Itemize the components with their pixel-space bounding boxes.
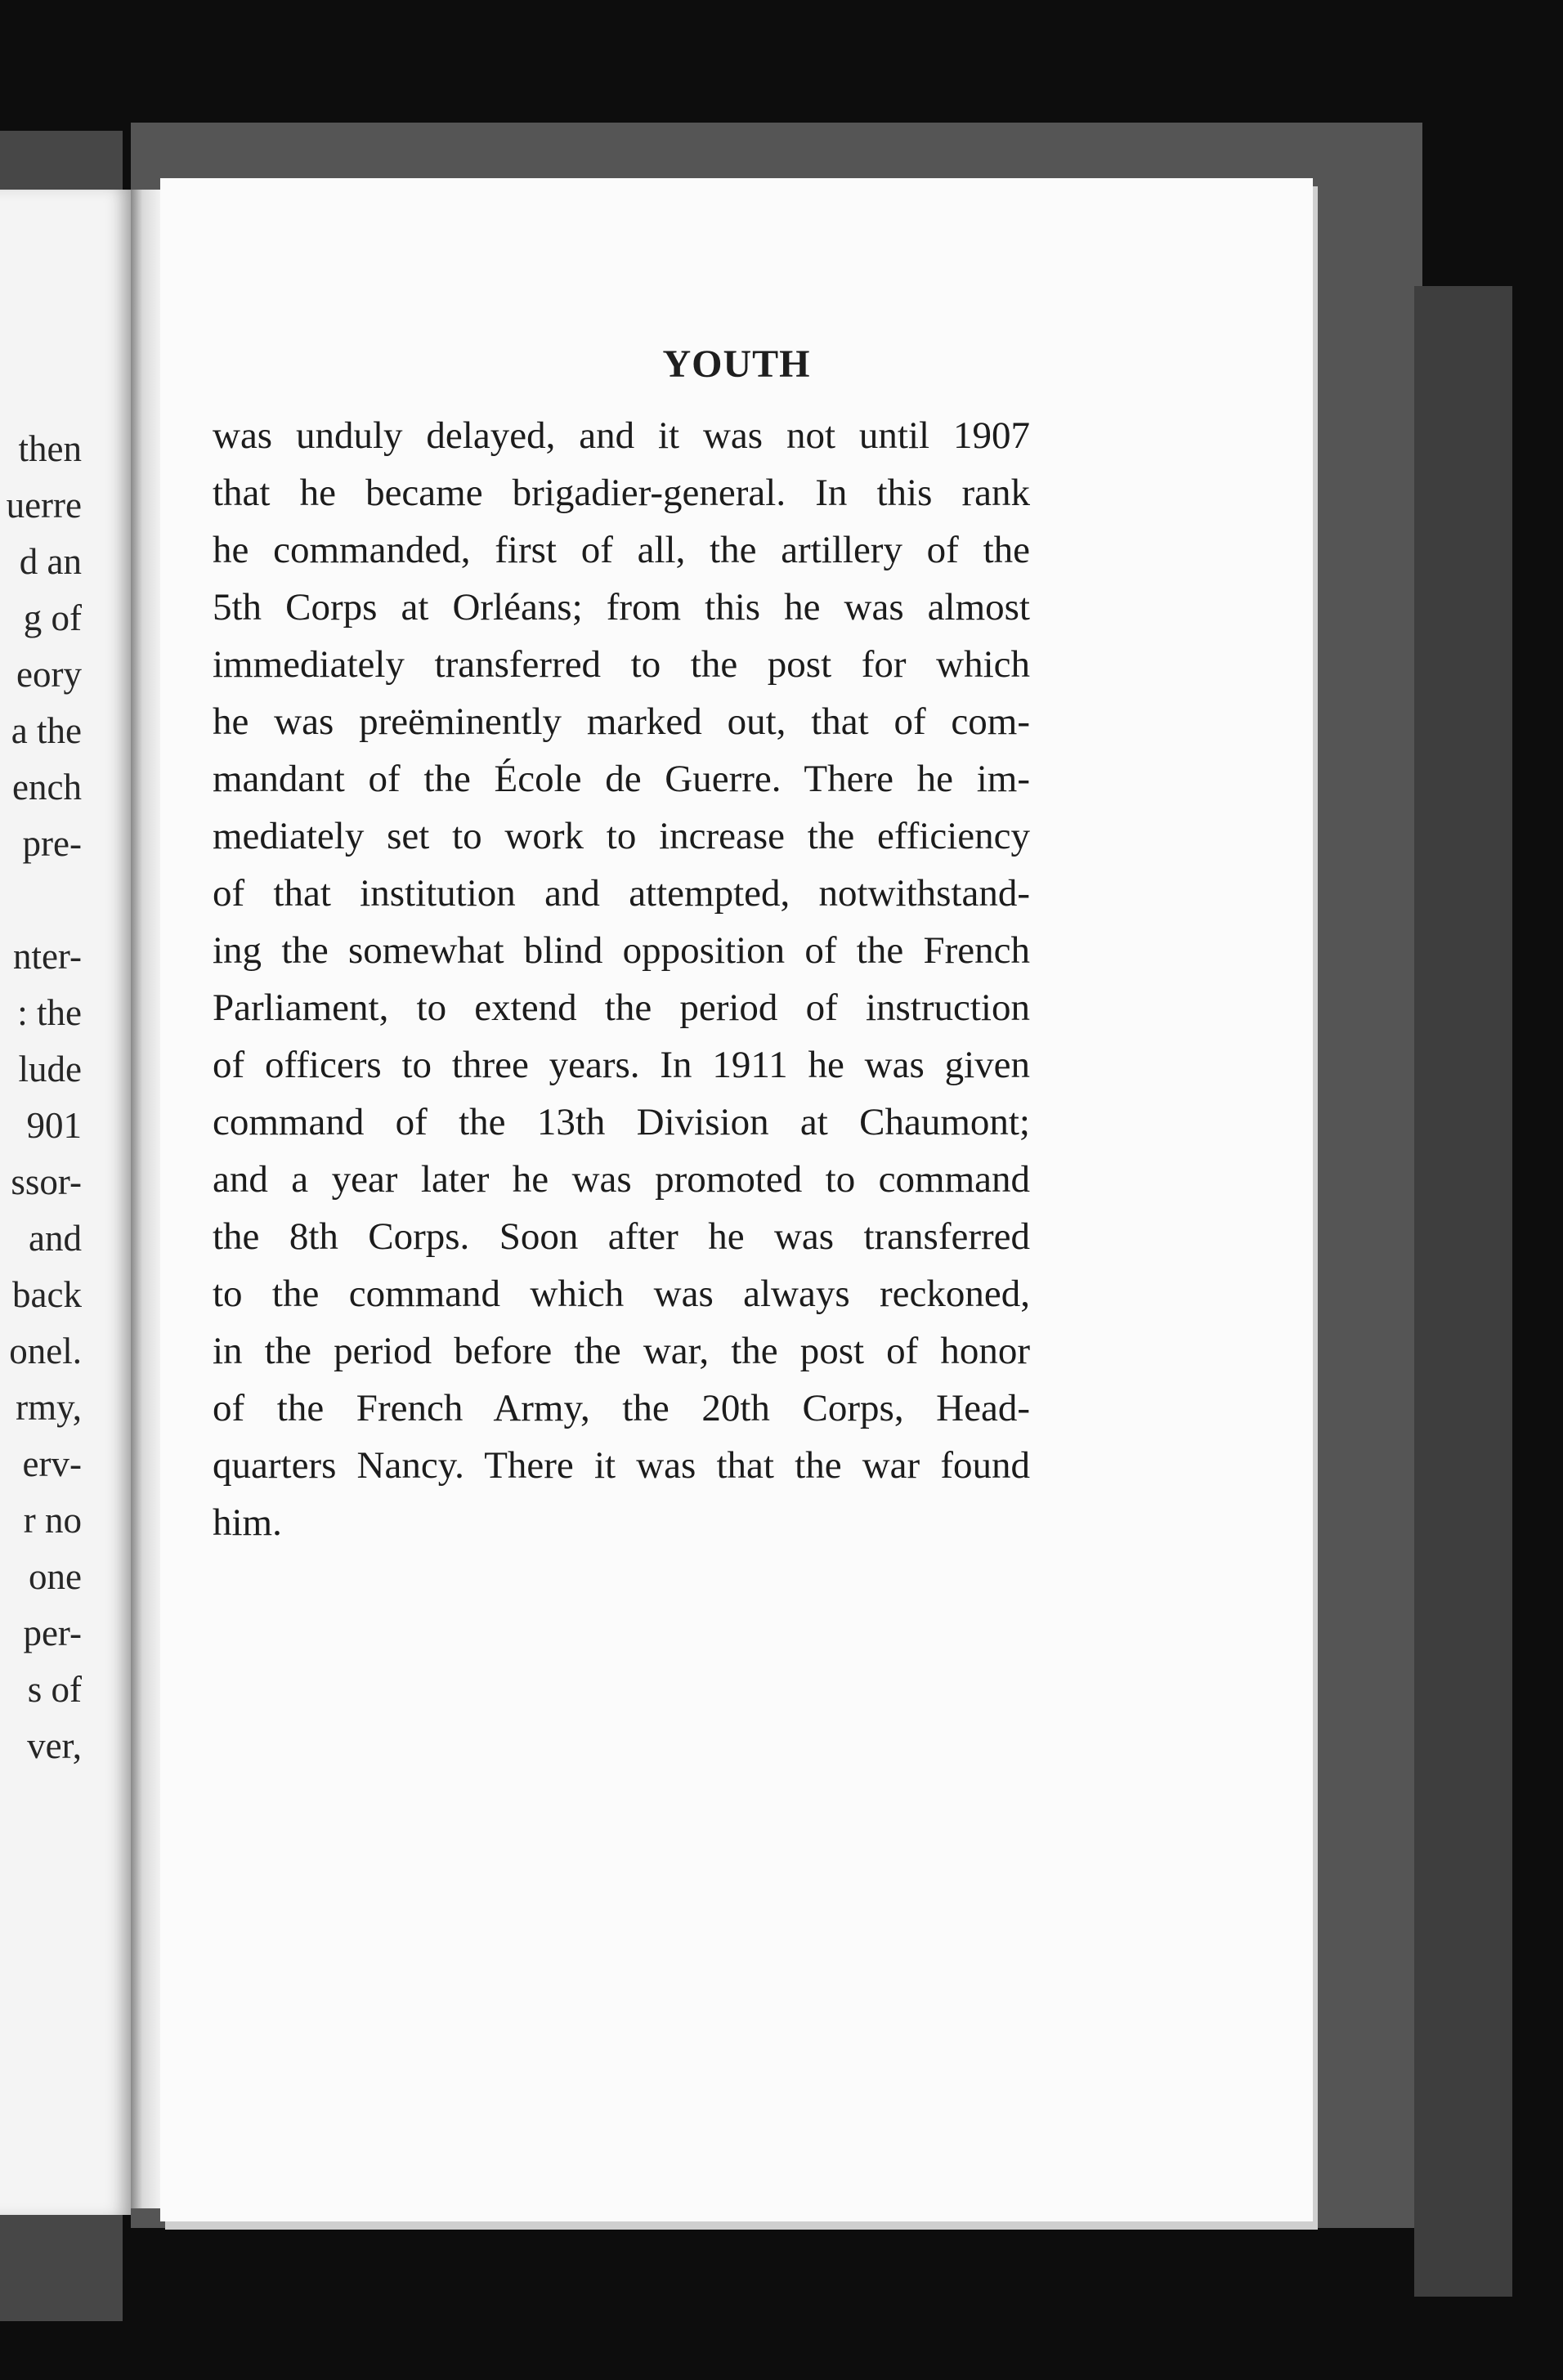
left-page-line: erv- [22,1443,82,1484]
text-line: mandant of the École de Guerre. There he im- [213,758,1030,800]
text-line: was unduly delayed, and it was not until 1907 [213,414,1030,457]
text-line: he commanded, first of all, the artillery of the [213,529,1030,571]
text-line: he was preëminently marked out, that of com- [213,700,1030,743]
text-line: to the command which was always reckoned, [213,1273,1030,1315]
text-line: quarters Nancy. There it was that the war found [213,1444,1030,1487]
left-page-line: : the [17,992,82,1033]
left-page-line: d an [19,541,82,582]
text-line: and a year later he was promoted to command [213,1158,1030,1201]
left-page-line: lude [18,1049,82,1089]
left-page-line: and [29,1218,82,1259]
left-page-line: ver, [27,1725,82,1766]
left-page-line: 901 [26,1105,82,1146]
text-line: the 8th Corps. Soon after he was transferred [213,1215,1030,1258]
left-page-line: pre- [22,823,82,864]
left-page-line: rmy, [16,1387,82,1428]
page-gutter [131,190,160,2208]
left-page-line: a the [11,710,82,751]
left-page-line: ench [12,767,82,808]
left-page-line: uerre [6,485,82,526]
left-page-line: nter- [12,936,82,977]
left-page [0,190,131,2215]
text-line: immediately transferred to the post for which [213,643,1030,686]
text-line: ing the somewhat blind opposition of the French [213,929,1030,972]
left-page-line: one [29,1556,82,1597]
cover-edge [1414,286,1512,2297]
left-page-line: back [12,1274,82,1315]
text-line: of officers to three years. In 1911 he was given [213,1044,1030,1086]
text-line: command of the 13th Division at Chaumont; [213,1101,1030,1143]
left-page-line: per- [23,1613,82,1653]
running-head: YOUTH [662,342,811,386]
text-line: of that institution and attempted, notwithstand- [213,872,1030,915]
text-line: in the period before the war, the post of honor [213,1330,1030,1372]
left-page-line: r no [23,1500,82,1541]
left-page-line: g of [23,597,82,638]
text-line: Parliament, to extend the period of instruction [213,986,1030,1029]
text-line: that he became brigadier-general. In this rank [213,472,1030,514]
text-line: of the French Army, the 20th Corps, Head- [213,1387,1030,1429]
text-line: 5th Corps at Orléans; from this he was almost [213,586,1030,629]
text-line: him. [213,1501,282,1544]
text-line: mediately set to work to increase the efficiency [213,815,1030,857]
left-page-line: eory [16,654,82,695]
left-page-line: ssor- [11,1161,82,1202]
left-page-line: onel. [9,1331,82,1371]
right-page [160,178,1313,2221]
left-page-line: s of [27,1669,82,1710]
left-page-line: then [18,428,82,469]
